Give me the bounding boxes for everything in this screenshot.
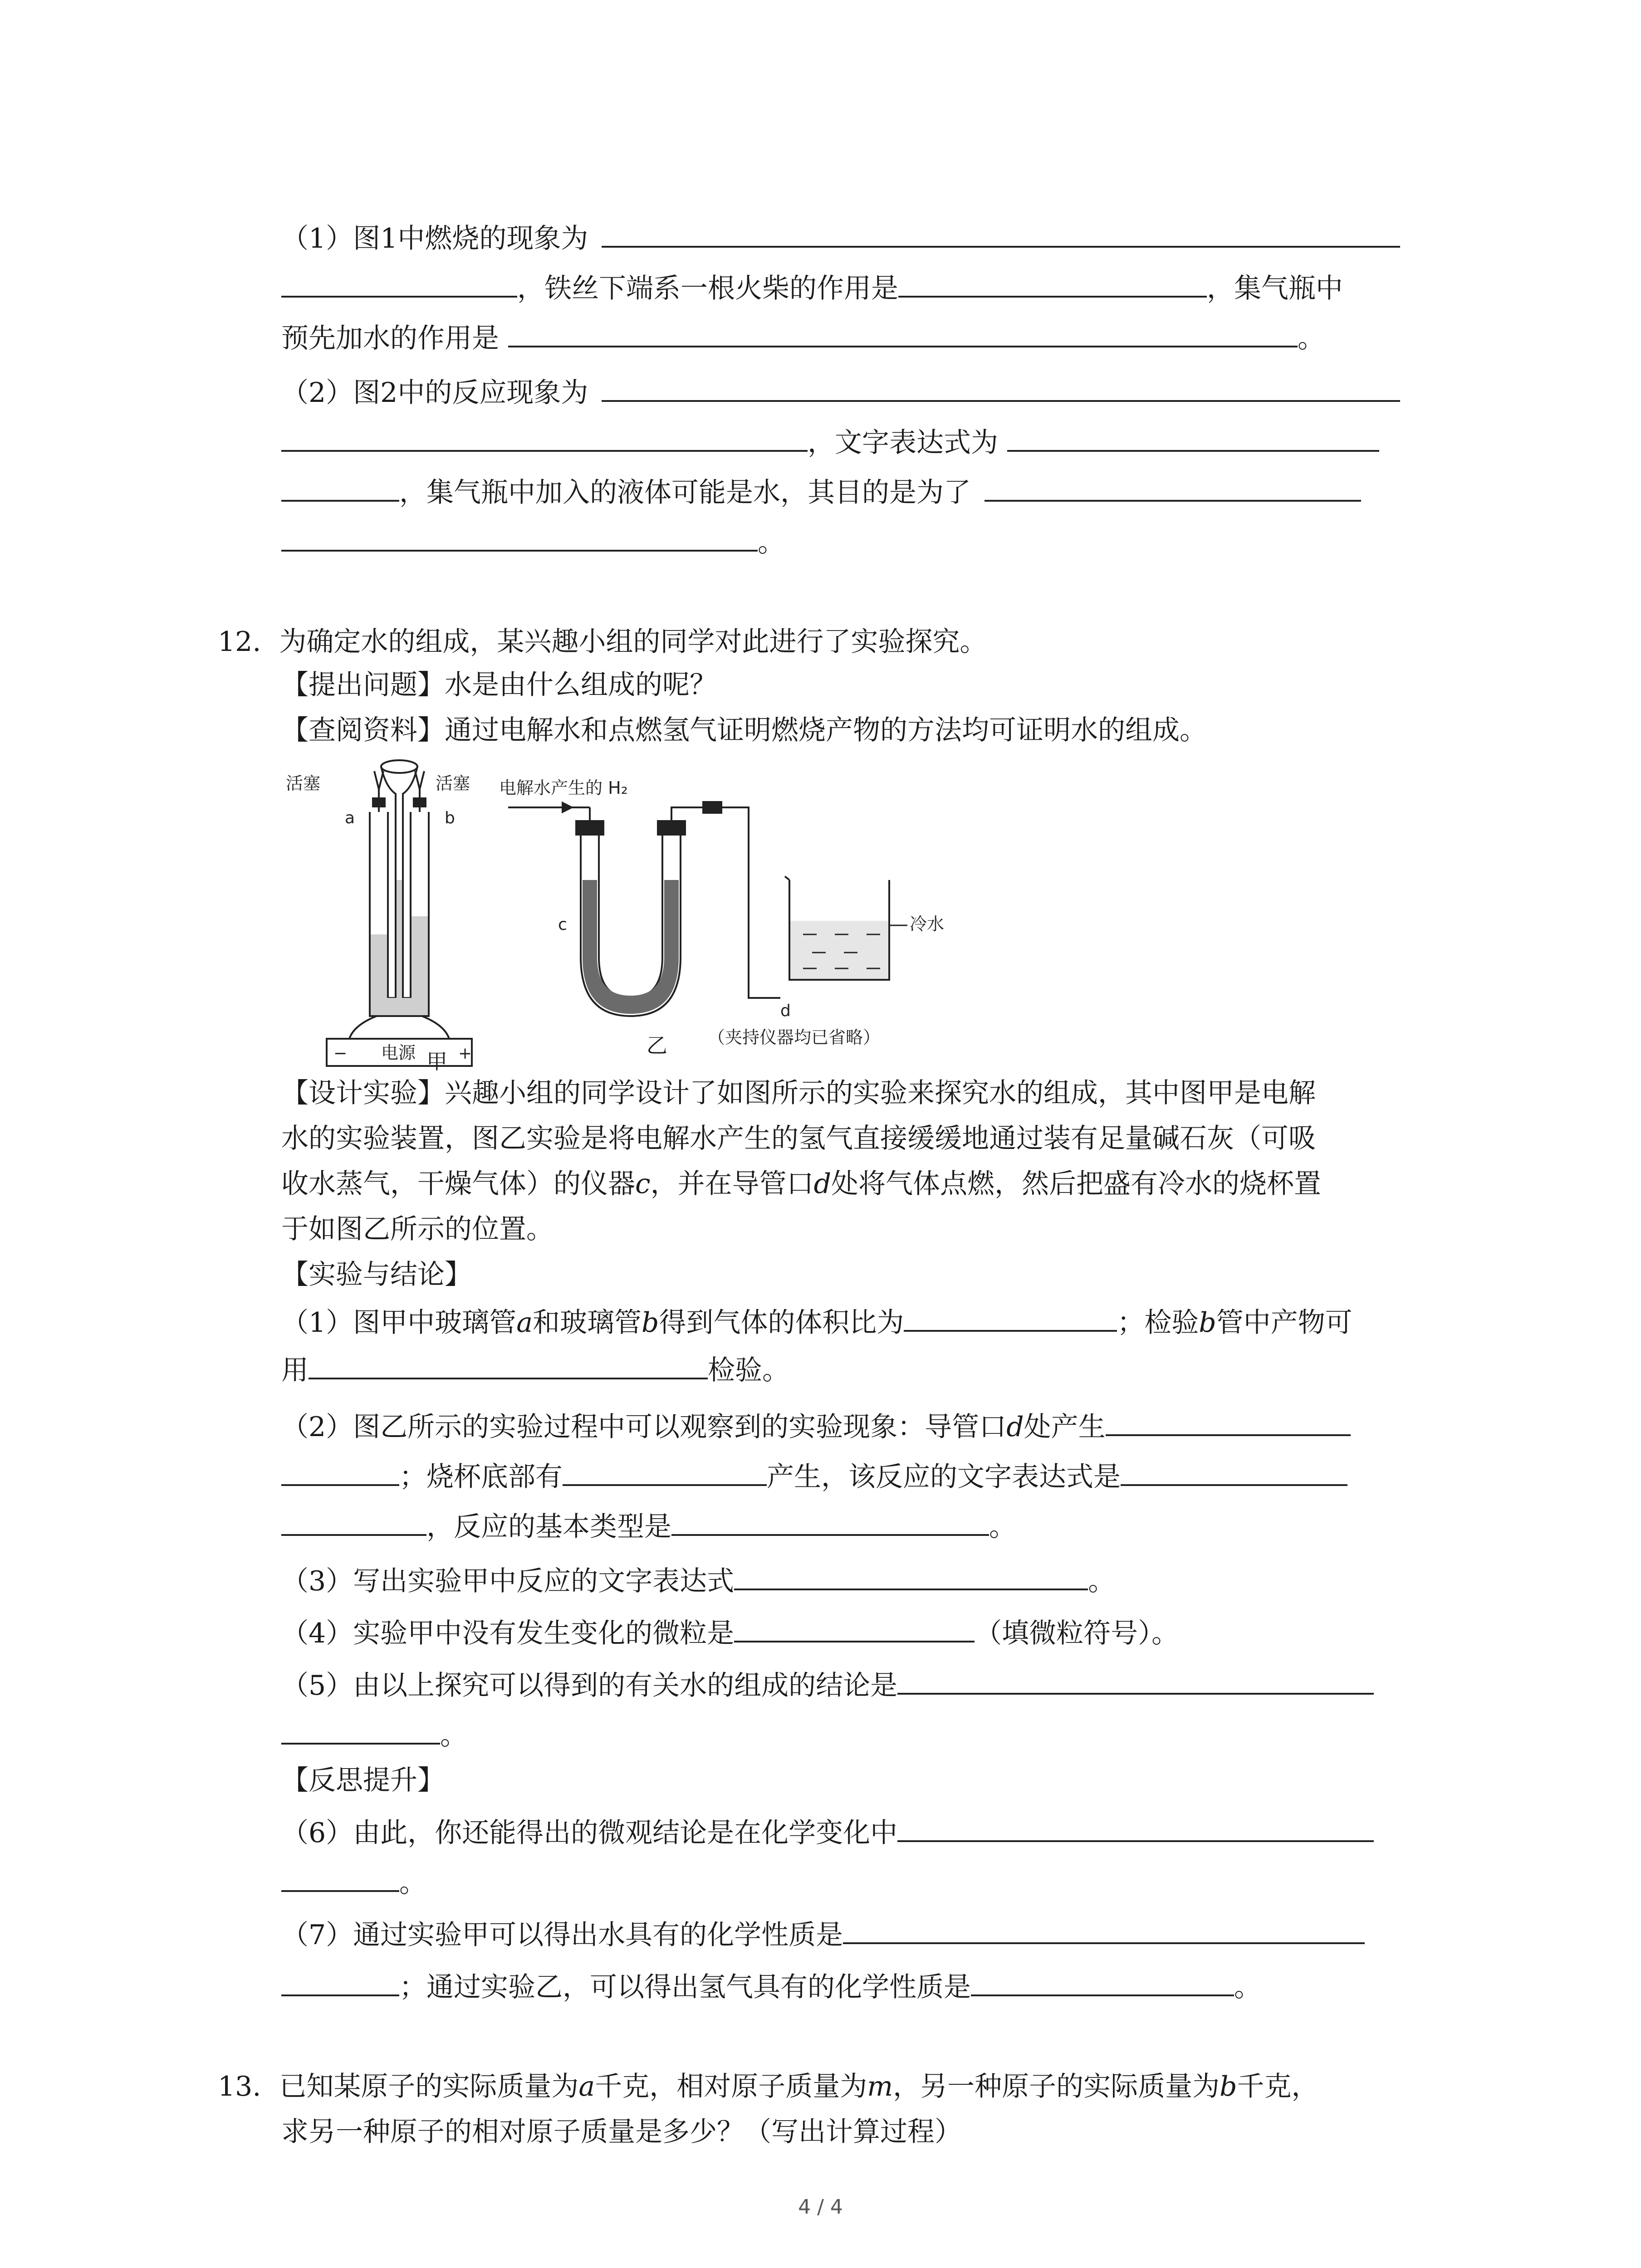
- q12-s1-text: 和玻璃管: [532, 1307, 642, 1339]
- q12-s1-text: ；检验: [1117, 1307, 1199, 1339]
- answer-blank[interactable]: [563, 1456, 767, 1486]
- q12-references-text: 【查阅资料】通过电解水和点燃氢气证明燃烧产物的方法均可证明水的组成。: [281, 714, 1207, 746]
- answer-blank[interactable]: [281, 1966, 399, 1996]
- q12-reflection-heading-text: 【反思提升】: [281, 1765, 445, 1796]
- answer-blank[interactable]: [281, 472, 399, 502]
- q12-s3-text: （3）写出实验甲中反应的文字表达式: [281, 1565, 735, 1597]
- q12-design-line4: [281, 1211, 554, 1247]
- q13-text: 千克，相对原子质量为: [595, 2071, 867, 2102]
- q11-part1-text: 。: [1298, 323, 1325, 354]
- q11-part1-text: ，集气瓶中: [1207, 273, 1343, 304]
- nozzle-d-label: d: [780, 1002, 791, 1020]
- q12-s1-text: 检验。: [708, 1354, 789, 1386]
- q12-s1-text: 得到气体的体积比为: [659, 1307, 904, 1339]
- answer-blank[interactable]: [281, 522, 758, 552]
- q12-s7-line1: [281, 1914, 1365, 1953]
- answer-blank[interactable]: [309, 1349, 708, 1379]
- q12-s2-text: ，反应的基本类型是: [426, 1511, 671, 1543]
- q11-part1-line2: [281, 268, 1343, 307]
- q11-part1-line3: [281, 318, 1325, 357]
- q11-part2-line1: [281, 372, 1400, 411]
- q13-line1: [218, 2068, 1319, 2105]
- valve-left-label: 活塞: [286, 773, 321, 793]
- q11-part2-text: ，集气瓶中加入的液体可能是水，其目的是为了: [399, 477, 971, 508]
- q12-s5-line2: [281, 1715, 467, 1754]
- q12-s3: [281, 1560, 1115, 1599]
- q12-design-text: 处将气体点燃，然后把盛有冷水的烧杯置: [831, 1168, 1322, 1200]
- q12-var-b: b: [641, 1307, 659, 1339]
- q12-s4-text: （4）实验甲中没有发生变化的微粒是: [281, 1618, 735, 1649]
- answer-blank[interactable]: [904, 1302, 1117, 1332]
- answer-blank[interactable]: [985, 472, 1361, 502]
- q13-text: 已知某原子的实际质量为: [279, 2071, 579, 2102]
- q13-text: 求另一种原子的相对原子质量是多少？（写出计算过程）: [281, 2116, 962, 2148]
- power-plus-label: +: [458, 1044, 472, 1063]
- cold-water-fill: [790, 921, 888, 979]
- question-number: 12.: [218, 626, 261, 658]
- q12-s5-text: （5）由以上探究可以得到的有关水的组成的结论是: [281, 1670, 898, 1701]
- q12-s1-line1: [281, 1302, 1352, 1341]
- q12-s5-line1: [281, 1665, 1374, 1704]
- answer-blank[interactable]: [281, 1506, 426, 1536]
- q12-design-text: 水的实验装置，图乙实验是将电解水产生的氢气直接缓缓地通过装有足量碱石灰（可吸: [281, 1123, 1316, 1154]
- q12-s2-line1: [281, 1406, 1351, 1445]
- q13-text: 千克，: [1237, 2071, 1319, 2102]
- answer-blank[interactable]: [671, 1506, 989, 1536]
- q12-s2-line3: [281, 1506, 1016, 1545]
- answer-blank[interactable]: [281, 1715, 440, 1745]
- instrument-c-label: c: [558, 915, 567, 934]
- q12-s2-text: ；烧杯底部有: [399, 1461, 563, 1493]
- q12-var-d: d: [813, 1168, 832, 1200]
- q11-part2-text: ，文字表达式为: [808, 427, 998, 459]
- figure-label-jia: 甲: [426, 1049, 447, 1074]
- q12-s1-text: 用: [281, 1354, 309, 1386]
- q11-part1-label: （1）图1中燃烧的现象为: [281, 223, 588, 254]
- q13-var-b: b: [1220, 2071, 1237, 2102]
- q12-s5-text: 。: [440, 1720, 467, 1751]
- q12-s4: [281, 1613, 1179, 1652]
- q12-s7-text: ；通过实验乙，可以得出氢气具有的化学性质是: [399, 1971, 971, 2003]
- q12-s1-line2: [281, 1349, 789, 1388]
- q11-part2-line4: [281, 522, 785, 561]
- tube-b-label: b: [445, 809, 455, 827]
- q12-var-b: b: [1199, 1307, 1216, 1339]
- q12-intro: [218, 624, 987, 660]
- q12-raise-question: [281, 667, 717, 703]
- q12-s6-text: （6）由此，你还能得出的微观结论是在化学变化中: [281, 1817, 898, 1849]
- valve-right-label: 活塞: [436, 773, 470, 793]
- answer-blank[interactable]: [281, 422, 808, 452]
- q12-s2-line2: [281, 1456, 1347, 1495]
- clamp-note: （夹持仪器均已省略）: [708, 1027, 881, 1047]
- q11-part2-text: 。: [758, 527, 785, 558]
- answer-blank[interactable]: [1121, 1456, 1347, 1486]
- q12-design-text: ，并在导管口: [650, 1168, 814, 1200]
- q13-var-a: a: [578, 2071, 595, 2102]
- q11-part1-text: ，铁丝下端系一根火柴的作用是: [517, 273, 898, 304]
- q12-s7-line2: [281, 1966, 1261, 2005]
- q12-design-line1: [281, 1075, 1316, 1111]
- q12-conclusion-heading-text: 【实验与结论】: [281, 1259, 472, 1290]
- experiment-figure: [272, 744, 945, 1070]
- answer-blank[interactable]: [734, 1560, 1088, 1590]
- q13-text: ，另一种原子的实际质量为: [893, 2071, 1220, 2102]
- q12-var-c: c: [635, 1168, 651, 1200]
- q12-s7-text: 。: [1234, 1971, 1261, 2003]
- q12-s1-text: 管中产物可: [1216, 1307, 1352, 1339]
- figure-label-yi: 乙: [647, 1033, 667, 1058]
- q12-var-a: a: [516, 1307, 533, 1339]
- q12-s3-text: 。: [1088, 1565, 1116, 1597]
- q12-raise-question-text: 【提出问题】水是由什么组成的呢？: [281, 669, 717, 701]
- power-supply-label: 电源: [381, 1043, 416, 1063]
- q12-reflection-heading: [281, 1762, 445, 1799]
- q11-part2-line3: [281, 472, 1361, 511]
- q12-s2-text: 处产生: [1024, 1411, 1106, 1443]
- page-number: 4 / 4: [798, 2195, 843, 2219]
- q12-design-text: 【设计实验】兴趣小组的同学设计了如图所示的实验来探究水的组成，其中图甲是电解: [281, 1077, 1316, 1109]
- q12-design-line3: [281, 1166, 1321, 1202]
- q12-s6-line1: [281, 1812, 1374, 1851]
- answer-blank[interactable]: [1007, 422, 1379, 452]
- cold-water-label: 冷水: [910, 914, 945, 934]
- q12-design-text: 收水蒸气，干燥气体）的仪器: [281, 1168, 635, 1200]
- answer-blank[interactable]: [281, 268, 517, 298]
- q12-s1-text: （1）图甲中玻璃管: [281, 1307, 517, 1339]
- answer-blank[interactable]: [281, 1456, 399, 1486]
- tube-a-label: a: [345, 809, 355, 827]
- q11-part2-line2: [281, 422, 1379, 461]
- q12-references: [281, 712, 1207, 748]
- answer-blank[interactable]: [897, 1665, 1374, 1695]
- soda-lime-granules: [583, 880, 679, 1014]
- answer-blank[interactable]: [508, 318, 1298, 347]
- question-number: 13.: [218, 2071, 261, 2102]
- q12-intro-text: 为确定水的组成，某兴趣小组的同学对此进行了实验探究。: [279, 626, 987, 658]
- q12-s2-text: 产生，该反应的文字表达式是: [767, 1461, 1121, 1493]
- q12-s2-text: 。: [989, 1511, 1016, 1543]
- electrolyte-liquid: [371, 880, 428, 1015]
- q13-line2: [281, 2114, 962, 2150]
- answer-blank[interactable]: [971, 1966, 1234, 1996]
- answer-blank[interactable]: [602, 218, 1400, 248]
- q11-part2-label: （2）图2中的反应现象为: [281, 377, 588, 409]
- q11-part1-text: 预先加水的作用是: [281, 323, 499, 354]
- q12-s7-text: （7）通过实验甲可以得出水具有的化学性质是: [281, 1919, 843, 1951]
- h2-source-label: 电解水产生的 H₂: [499, 778, 628, 798]
- answer-blank[interactable]: [602, 372, 1400, 402]
- answer-blank[interactable]: [897, 1812, 1374, 1842]
- q12-s4-text: （填微粒符号）。: [975, 1618, 1179, 1649]
- q12-var-d: d: [1006, 1411, 1024, 1443]
- q12-design-text: 于如图乙所示的位置。: [281, 1213, 554, 1245]
- q13-var-m: m: [867, 2071, 893, 2102]
- answer-blank[interactable]: [1106, 1406, 1351, 1436]
- q12-design-line2: [281, 1120, 1316, 1157]
- u-tube-apparatus: [508, 802, 889, 1016]
- answer-blank[interactable]: [734, 1613, 975, 1642]
- answer-blank[interactable]: [281, 1862, 399, 1892]
- q12-s6-line2: [281, 1862, 426, 1901]
- answer-blank[interactable]: [843, 1914, 1365, 1944]
- q12-s2-text: （2）图乙所示的实验过程中可以观察到的实验现象：导管口: [281, 1411, 1007, 1443]
- q11-part1-line1: [281, 218, 1400, 257]
- q12-s6-text: 。: [399, 1867, 426, 1899]
- answer-blank[interactable]: [898, 268, 1207, 298]
- q12-conclusion-heading: [281, 1256, 472, 1293]
- power-minus-label: −: [333, 1044, 348, 1063]
